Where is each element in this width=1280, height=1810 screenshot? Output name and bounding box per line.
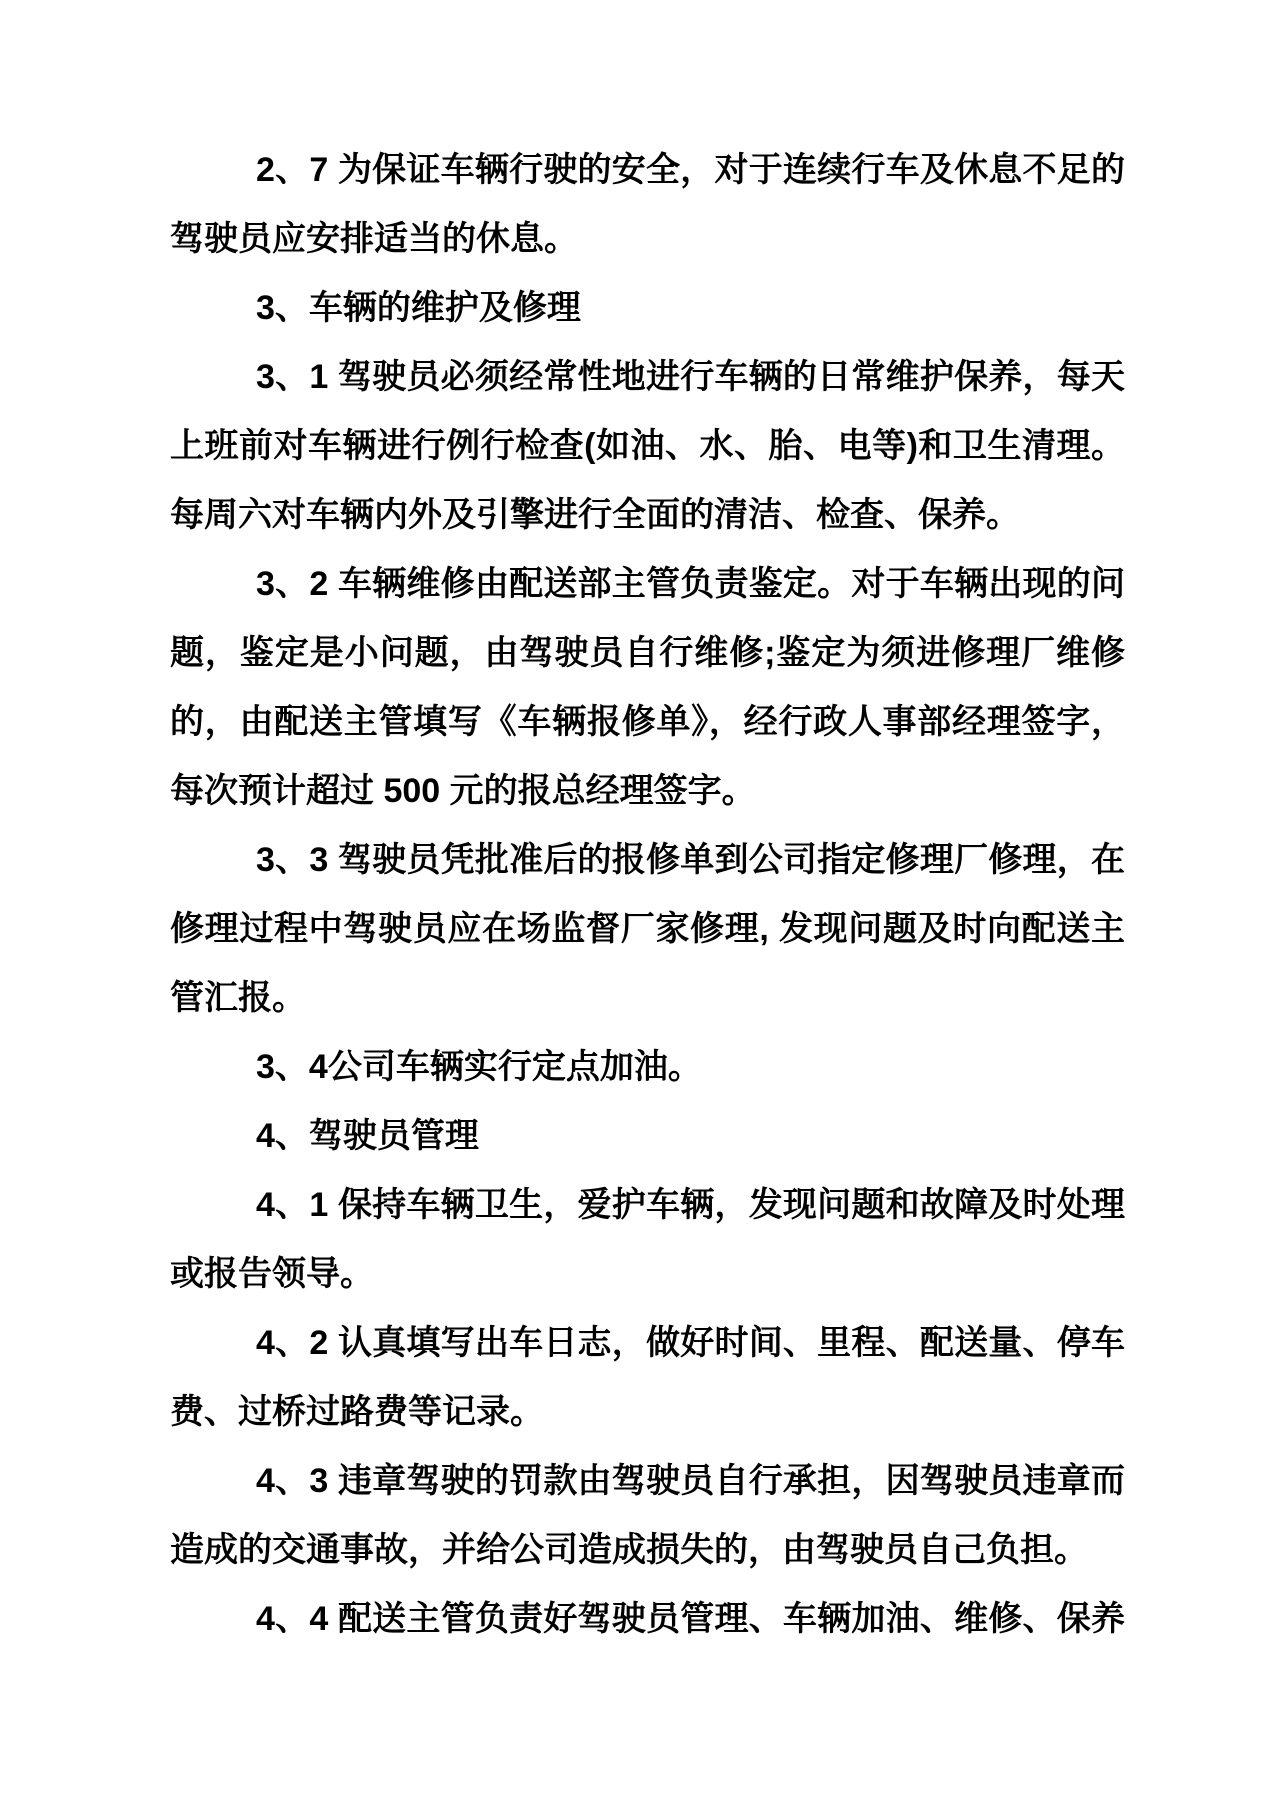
text-line: 3、4公司车辆实行定点加油。: [256, 1048, 702, 1086]
text-line: 3、2 车辆维修由配送部主管负责鉴定。对于车辆出现的问: [256, 565, 1125, 603]
text-line: 修理过程中驾驶员应在场监督厂家修理, 发现问题及时向配送主: [170, 910, 1125, 948]
text-line: 2、7 为保证车辆行驶的安全，对于连续行车及休息不足的: [256, 151, 1125, 189]
text-line: 每周六对车辆内外及引擎进行全面的清洁、检查、保养。: [170, 496, 1020, 534]
document-body: [170, 136, 1125, 1654]
text-line: 的，由配送主管填写《车辆报修单》，经行政人事部经理签字，: [170, 703, 1125, 741]
text-line: 造成的交通事故，并给公司造成损失的，由驾驶员自己负担。: [170, 1531, 1088, 1569]
text-line: 上班前对车辆进行例行检查(如油、水、胎、电等)和卫生清理。: [170, 427, 1125, 465]
text-line: 或报告领导。: [170, 1255, 374, 1293]
text-line: 4、驾驶员管理: [256, 1117, 479, 1155]
text-line: 3、车辆的维护及修理: [256, 289, 581, 327]
text-line: 4、4 配送主管负责好驾驶员管理、车辆加油、维修、保养: [256, 1600, 1125, 1638]
text-line: 每次预计超过 500 元的报总经理签字。: [170, 772, 756, 810]
text-line: 4、2 认真填写出车日志，做好时间、里程、配送量、停车: [256, 1324, 1125, 1362]
text-line: 3、3 驾驶员凭批准后的报修单到公司指定修理厂修理，在: [256, 841, 1125, 879]
text-line: 驾驶员应安排适当的休息。: [170, 220, 578, 258]
text-line: 题，鉴定是小问题，由驾驶员自行维修;鉴定为须进修理厂维修: [170, 634, 1125, 672]
text-line: 3、1 驾驶员必须经常性地进行车辆的日常维护保养，每天: [256, 358, 1125, 396]
text-line: 4、1 保持车辆卫生，爱护车辆，发现问题和故障及时处理: [256, 1186, 1125, 1224]
text-line: 管汇报。: [170, 979, 306, 1017]
text-line: 4、3 违章驾驶的罚款由驾驶员自行承担，因驾驶员违章而: [256, 1462, 1125, 1500]
text-line: 费、过桥过路费等记录。: [170, 1393, 544, 1431]
